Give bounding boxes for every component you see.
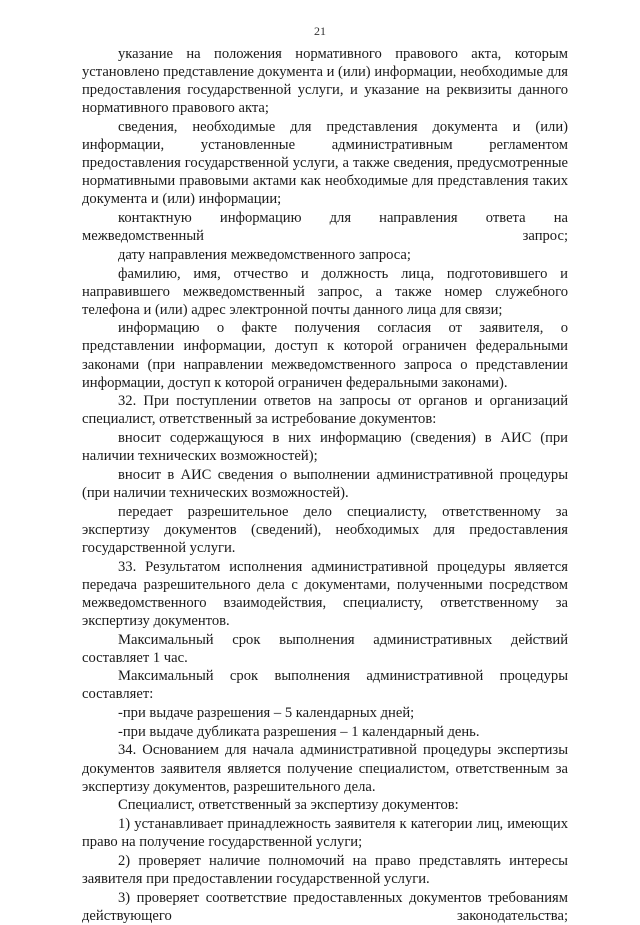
paragraph: контактную информацию для направления ответа на межведомственный запрос; xyxy=(82,210,568,245)
paragraph: Максимальный срок выполнения административных действий составляет 1 час. xyxy=(82,631,568,666)
paragraph: 1) устанавливает принадлежность заявителя к категории лиц, имеющих право на получение государственной услуги; xyxy=(82,816,568,851)
paragraph: сведения, необходимые для представления документа и (или) информации, установленные административным регламентом предоставления государственной услуги, а также сведения, предусмотренные нормативными правовыми актами как необходимые для представления таких документа и (или) информации; xyxy=(82,118,568,208)
paragraph: -при выдаче разрешения – 5 календарных дней; xyxy=(118,705,415,722)
paragraph: вносит содержащуюся в них информацию (сведения) в АИС (при наличии технических возможностей); xyxy=(82,430,568,465)
paragraph: Специалист, ответственный за экспертизу документов: xyxy=(118,797,459,814)
paragraph: 3) проверяет соответствие предоставленных документов требованиям действующего законодательства; xyxy=(82,889,568,924)
paragraph: указание на положения нормативного правового акта, которым установлено представление документа и (или) информации, необходимые для предоставления государственной услуги, и указание на реквизиты данного нормативного правового акта; xyxy=(82,46,568,117)
paragraph: дату направления межведомственного запроса; xyxy=(118,246,411,263)
paragraph: 33. Результатом исполнения административной процедуры является передача разрешительного дела с документами, полученными посредством межведомственного взаимодействия, специалисту, ответственному за экспертизу документов. xyxy=(82,558,568,629)
paragraph: вносит в АИС сведения о выполнении административной процедуры (при наличии технических возможностей). xyxy=(82,466,568,501)
paragraph: 32. При поступлении ответов на запросы от органов и организаций специалист, ответственный за истребование документов: xyxy=(82,393,568,428)
paragraph: Максимальный срок выполнения административной процедуры составляет: xyxy=(82,668,568,703)
paragraph: -при выдаче дубликата разрешения – 1 календарный день. xyxy=(118,723,480,740)
paragraph: передает разрешительное дело специалисту, ответственному за экспертизу документов (сведений), необходимых для предоставления государственной услуги. xyxy=(82,503,568,556)
page-number: 21 xyxy=(314,24,326,38)
paragraph: 34. Основанием для начала административной процедуры экспертизы документов заявителя является получение специалистом, ответственным за экспертизу документов, разрешительного дела. xyxy=(82,742,568,795)
document-body xyxy=(82,45,568,925)
paragraph: 2) проверяет наличие полномочий на право представлять интересы заявителя при предоставлении государственной услуги. xyxy=(82,852,568,887)
paragraph: информацию о факте получения согласия от заявителя, о представлении информации, доступ к которой ограничен федеральными законами (при направлении межведомственного запроса о представлении информации, доступ к которой ограничен федеральными законами). xyxy=(82,320,568,391)
paragraph: фамилию, имя, отчество и должность лица, подготовившего и направившего межведомственный запрос, а также номер служебного телефона и (или) адрес электронной почты данного лица для связи; xyxy=(82,265,568,318)
